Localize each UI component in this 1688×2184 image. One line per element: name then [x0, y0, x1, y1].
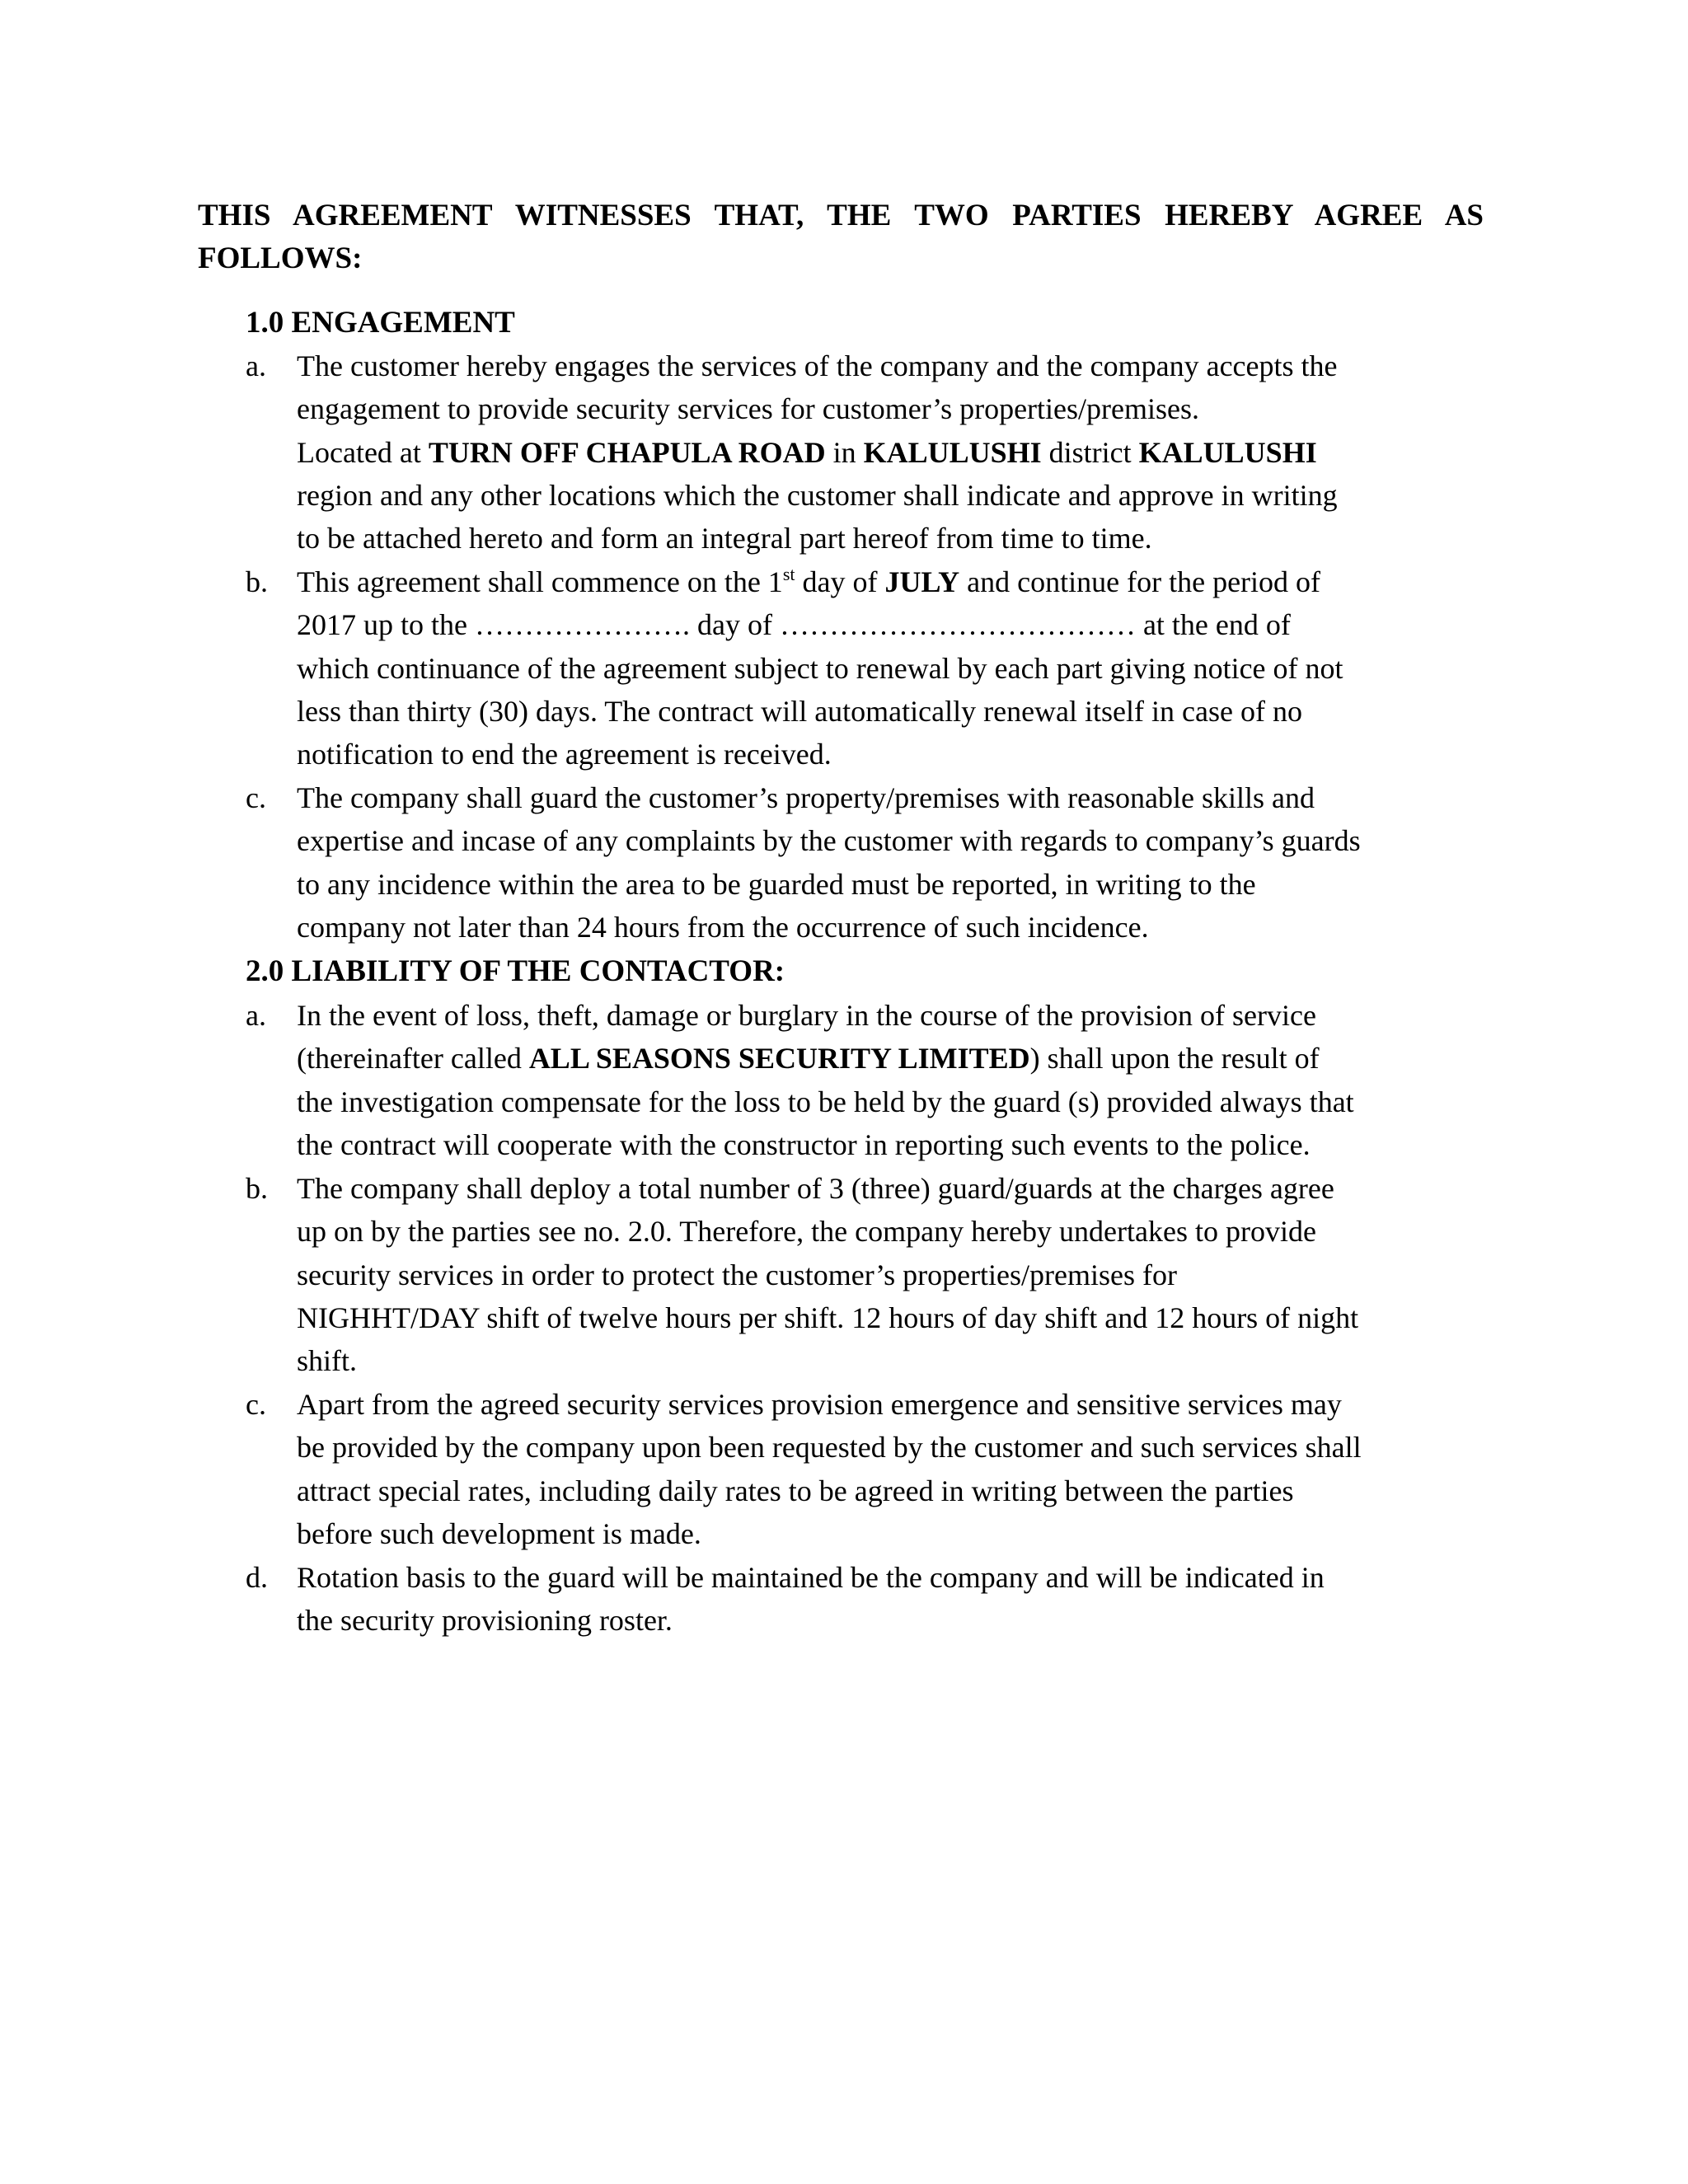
- district-name: KALULUSHI: [863, 435, 1042, 469]
- item-line: Rotation basis to the guard will be maintained be the company and will be indicated in: [297, 1561, 1325, 1594]
- item-marker: b.: [246, 565, 268, 598]
- section-2-item-b: [246, 1167, 1482, 1382]
- section-2-item-a: [246, 994, 1482, 1166]
- item-line: the security provisioning roster.: [297, 1604, 673, 1638]
- located-prefix: Located at: [297, 435, 429, 469]
- section-1-title: 1.0 ENGAGEMENT: [246, 306, 515, 340]
- section-2-item-d: [246, 1556, 1482, 1643]
- item-line: engagement to provide security services for customer’s properties/premises.: [297, 392, 1199, 426]
- company-name: ALL SEASONS SECURITY LIMITED: [528, 1042, 1030, 1076]
- item-marker: c.: [246, 781, 266, 814]
- item-line: company not later than 24 hours from the occurrence of such incidence.: [297, 910, 1149, 944]
- item-line: expertise and incase of any complaints by the customer with regards to company’s guards: [297, 824, 1361, 858]
- item-line: before such development is made.: [297, 1516, 701, 1550]
- item-line: In the event of loss, theft, damage or burglary in the course of the provision of service: [297, 999, 1316, 1032]
- item-line: region and any other locations which the customer shall indicate and approve in writing: [297, 478, 1338, 512]
- item-line: The company shall guard the customer’s property/premises with reasonable skills and: [297, 781, 1315, 814]
- item-line: attract special rates, including daily rates to be agreed in writing between the parties: [297, 1474, 1294, 1507]
- company-line: [297, 1037, 1482, 1080]
- ordinal-suffix: st: [782, 564, 795, 584]
- item-marker: d.: [246, 1561, 268, 1594]
- section-1-item-a: [246, 344, 1482, 560]
- item-marker: b.: [246, 1172, 268, 1205]
- day-of-text: day of: [795, 565, 885, 598]
- section-1-item-b: [246, 560, 1482, 776]
- item-line: The company shall deploy a total number of 3 (three) guard/guards at the charges agree: [297, 1172, 1334, 1205]
- result-text: ) shall upon the result of: [1029, 1042, 1320, 1076]
- location-place: TURN OFF CHAPULA ROAD: [428, 435, 826, 469]
- item-marker: c.: [246, 1388, 266, 1421]
- section-2-title: 2.0 LIABILITY OF THE CONTACTOR:: [246, 954, 785, 988]
- continue-text: and continue for the period of: [959, 565, 1321, 598]
- item-line: 2017 up to the …………………. day of ……………………………… at the end of: [297, 608, 1291, 642]
- item-line: to be attached hereto and form an integral part hereof from time to time.: [297, 522, 1152, 555]
- item-line: The customer hereby engages the services of the company and the company accepts the: [297, 349, 1338, 382]
- item-marker: a.: [246, 999, 266, 1032]
- item-line: shift.: [297, 1344, 358, 1378]
- item-line: which continuance of the agreement subject to renewal by each part giving notice of not: [297, 651, 1343, 685]
- item-line: be provided by the company upon been requested by the customer and such services shall: [297, 1431, 1362, 1465]
- commence-line: [297, 560, 1482, 603]
- item-line: Apart from the agreed security services provision emergence and sensitive services may: [297, 1388, 1342, 1421]
- item-line: to any incidence within the area to be guarded must be reported, in writing to the: [297, 867, 1256, 901]
- agreement-heading: THIS AGREEMENT WITNESSES THAT, THE TWO PARTIES HEREBY AGREE AS FOLLOWS:: [198, 199, 1484, 275]
- item-line: up on by the parties see no. 2.0. Therefore, the company hereby undertakes to provide: [297, 1215, 1316, 1249]
- item-line: less than thirty (30) days. The contract will automatically renewal itself in case of no: [297, 694, 1302, 728]
- item-line: notification to end the agreement is received.: [297, 738, 832, 771]
- item-line: the investigation compensate for the loss to be held by the guard (s) provided always that: [297, 1085, 1354, 1118]
- commence-text: This agreement shall commence on the 1: [297, 565, 783, 598]
- district-label: district: [1041, 435, 1139, 469]
- region-name: KALULUSHI: [1138, 435, 1317, 469]
- thereinafter-text: (thereinafter called: [297, 1042, 529, 1076]
- item-line: security services in order to protect the customer’s properties/premises for: [297, 1258, 1177, 1291]
- section-1-item-c: [246, 776, 1482, 949]
- month-name: JULY: [884, 565, 960, 598]
- location-line: [297, 431, 1482, 474]
- section-2-item-c: [246, 1383, 1482, 1555]
- item-line: NIGHHT/DAY shift of twelve hours per shift. 12 hours of day shift and 12 hours of night: [297, 1301, 1359, 1334]
- item-line: the contract will cooperate with the constructor in reporting such events to the police.: [297, 1127, 1311, 1161]
- item-marker: a.: [246, 349, 266, 382]
- located-in: in: [825, 435, 864, 469]
